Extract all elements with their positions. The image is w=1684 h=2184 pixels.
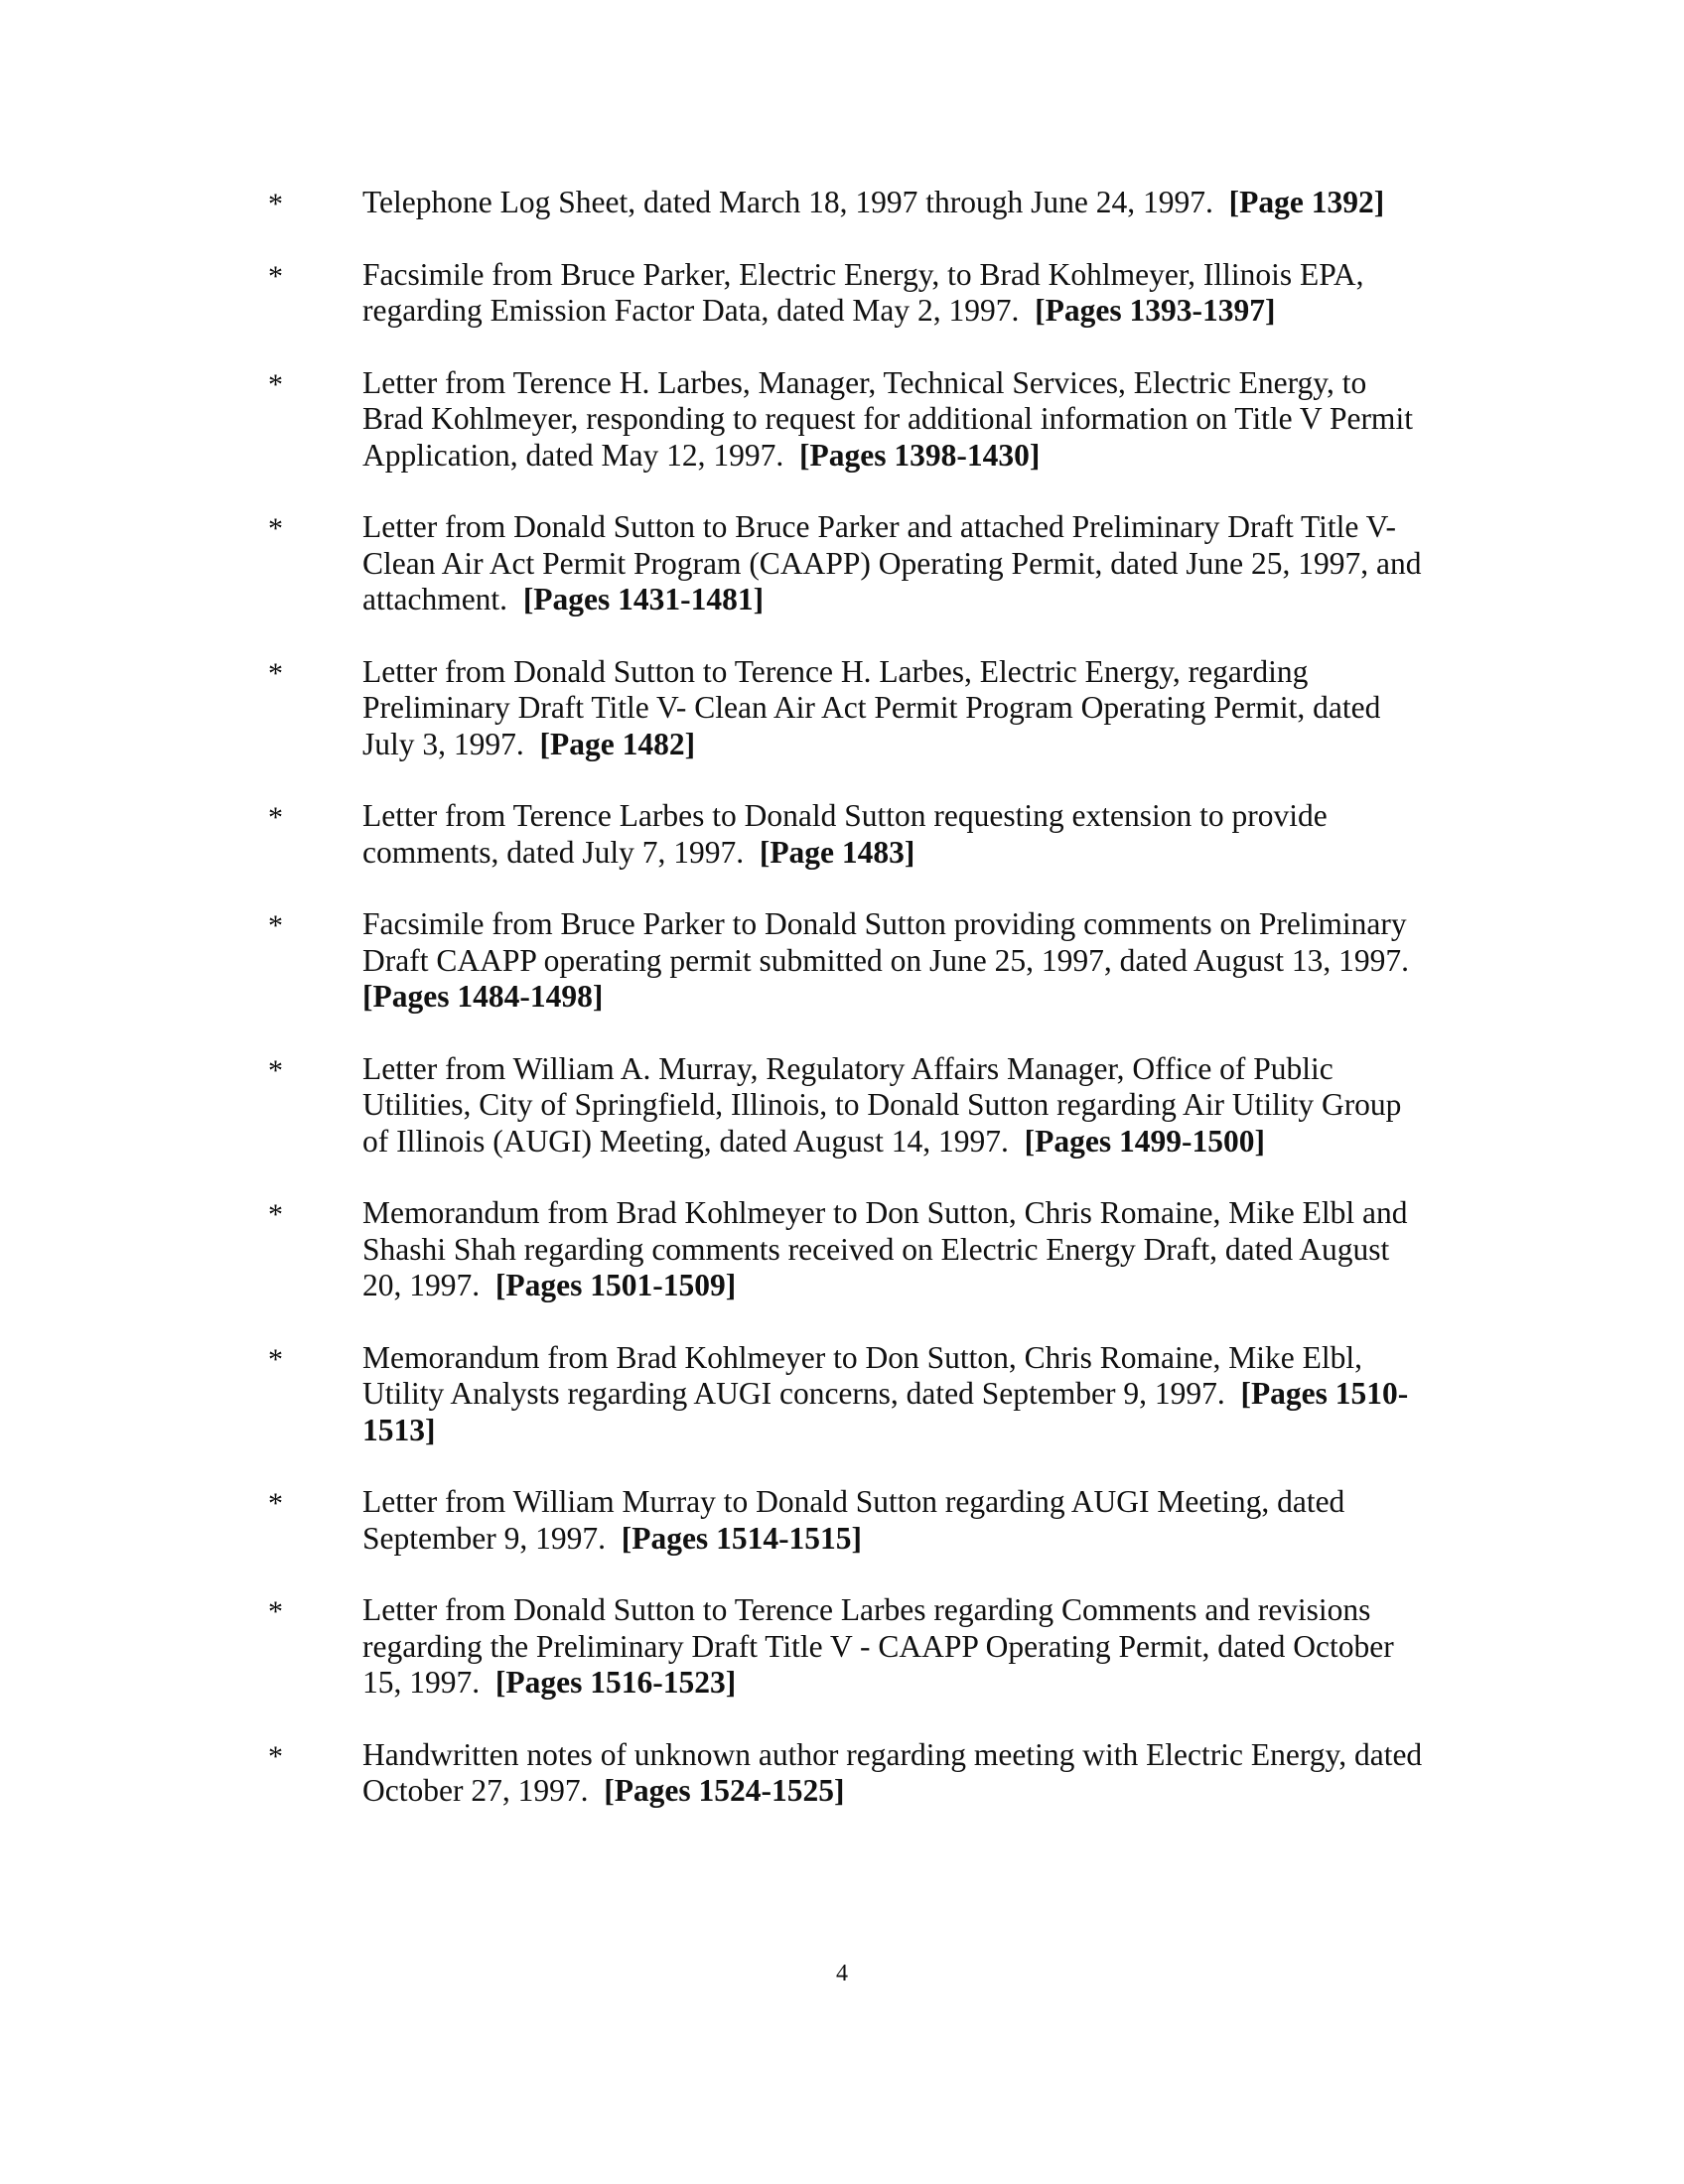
bullet-asterisk: * — [268, 512, 283, 545]
list-item — [0, 1737, 1684, 1810]
page-reference: [Pages 1514-1515] — [621, 1520, 863, 1556]
list-item — [0, 1484, 1684, 1557]
page-reference: [Pages 1484-1498] — [362, 979, 604, 1014]
entry-text — [362, 1484, 1435, 1557]
entry-text — [362, 1195, 1435, 1304]
list-item — [0, 509, 1684, 618]
bullet-asterisk: * — [268, 909, 283, 942]
bullet-asterisk: * — [268, 1198, 283, 1231]
entry-description: Handwritten notes of unknown author regarding meeting with Electric Energy, dated October 27, 1997. — [362, 1736, 1423, 1808]
page-reference: [Pages 1524-1525] — [604, 1773, 845, 1808]
entry-text — [362, 509, 1435, 618]
list-item — [0, 257, 1684, 330]
entry-description: Letter from William A. Murray, Regulatory Affairs Manager, Office of Public Utilities, City of Springfield, Illinois, to Donald Sutton regarding Air Utility Group of Illinois (AUGI) Meeting, dated August 14, 1997. — [362, 1050, 1402, 1159]
entry-text — [362, 798, 1435, 871]
list-item — [0, 798, 1684, 871]
list-item — [0, 185, 1684, 221]
page-reference: [Pages 1516-1523] — [494, 1665, 737, 1700]
bullet-asterisk: * — [268, 801, 283, 834]
entry-description: Facsimile from Bruce Parker to Donald Sutton providing comments on Preliminary Draft CAAPP operating permit submitted on June 25, 1997, dated August 13, 1997. — [362, 906, 1409, 978]
entry-description: Letter from Donald Sutton to Terence H. Larbes, Electric Energy, regarding Preliminary Draft Title V- Clean Air Act Permit Program Operating Permit, dated July 3, 1997. — [362, 653, 1381, 761]
entry-text — [362, 185, 1435, 221]
entry-description: Letter from Donald Sutton to Terence Larbes regarding Comments and revisions regarding the Preliminary Draft Title V - CAAPP Operating Permit, dated October 15, 1997. — [362, 1592, 1394, 1700]
entry-text — [362, 1051, 1435, 1160]
bullet-asterisk: * — [268, 1342, 283, 1376]
page-reference: [Page 1482] — [539, 726, 696, 761]
page-reference: [Pages 1393-1397] — [1035, 293, 1276, 328]
page-reference: [Pages 1431-1481] — [522, 582, 765, 616]
bullet-asterisk: * — [268, 259, 283, 293]
bullet-asterisk: * — [268, 188, 283, 220]
entry-text — [362, 906, 1435, 1016]
entry-text — [362, 1592, 1435, 1702]
list-item — [0, 654, 1684, 763]
bullet-asterisk: * — [268, 1595, 283, 1628]
entry-text — [362, 365, 1435, 475]
entry-description: Memorandum from Brad Kohlmeyer to Don Sutton, Chris Romaine, Mike Elbl and Shashi Shah regarding comments received on Electric Energy Draft, dated August 20, 1997. — [362, 1195, 1408, 1302]
bullet-asterisk: * — [268, 367, 283, 401]
entry-description: Facsimile from Bruce Parker, Electric Energy, to Brad Kohlmeyer, Illinois EPA, regarding Emission Factor Data, dated May 2, 1997. — [362, 256, 1364, 328]
page-reference: [Pages 1510-1513] — [362, 1376, 1409, 1447]
page-reference: [Pages 1398-1430] — [799, 437, 1041, 473]
entry-description: Letter from Terence Larbes to Donald Sutton requesting extension to provide comments, dated July 7, 1997. — [362, 798, 1328, 870]
record-index-list — [0, 185, 1684, 1845]
page-reference: [Page 1483] — [759, 834, 915, 870]
page-reference: [Page 1392] — [1228, 185, 1385, 219]
entry-description: Memorandum from Brad Kohlmeyer to Don Sutton, Chris Romaine, Mike Elbl, Utility Analysts regarding AUGI concerns, dated September 9, 1997. — [362, 1339, 1363, 1411]
entry-text — [362, 1340, 1435, 1449]
list-item — [0, 365, 1684, 475]
entry-text — [362, 654, 1435, 763]
entry-description: Letter from Terence H. Larbes, Manager, Technical Services, Electric Energy, to Brad Kohlmeyer, responding to request for additional information on Title V Permit Application, dated May 12, 1997. — [362, 364, 1413, 473]
list-item — [0, 1195, 1684, 1304]
page-reference: [Pages 1501-1509] — [494, 1268, 737, 1302]
page-reference: [Pages 1499-1500] — [1024, 1123, 1265, 1159]
list-item — [0, 1340, 1684, 1449]
entry-description: Letter from Donald Sutton to Bruce Parker and attached Preliminary Draft Title V- Clean Air Act Permit Program (CAAPP) Operating Permit, dated June 25, 1997, and attachment. — [362, 509, 1422, 616]
entry-description: Letter from William Murray to Donald Sutton regarding AUGI Meeting, dated September 9, 1997. — [362, 1484, 1345, 1556]
list-item — [0, 1592, 1684, 1702]
bullet-asterisk: * — [268, 656, 283, 690]
page-number: 4 — [836, 1961, 848, 1986]
list-item — [0, 906, 1684, 1016]
bullet-asterisk: * — [268, 1487, 283, 1520]
entry-text — [362, 1737, 1435, 1810]
entry-description: Telephone Log Sheet, dated March 18, 1997 through June 24, 1997. — [362, 185, 1213, 219]
list-item — [0, 1051, 1684, 1160]
bullet-asterisk: * — [268, 1739, 283, 1773]
bullet-asterisk: * — [268, 1053, 283, 1087]
entry-text — [362, 257, 1435, 330]
